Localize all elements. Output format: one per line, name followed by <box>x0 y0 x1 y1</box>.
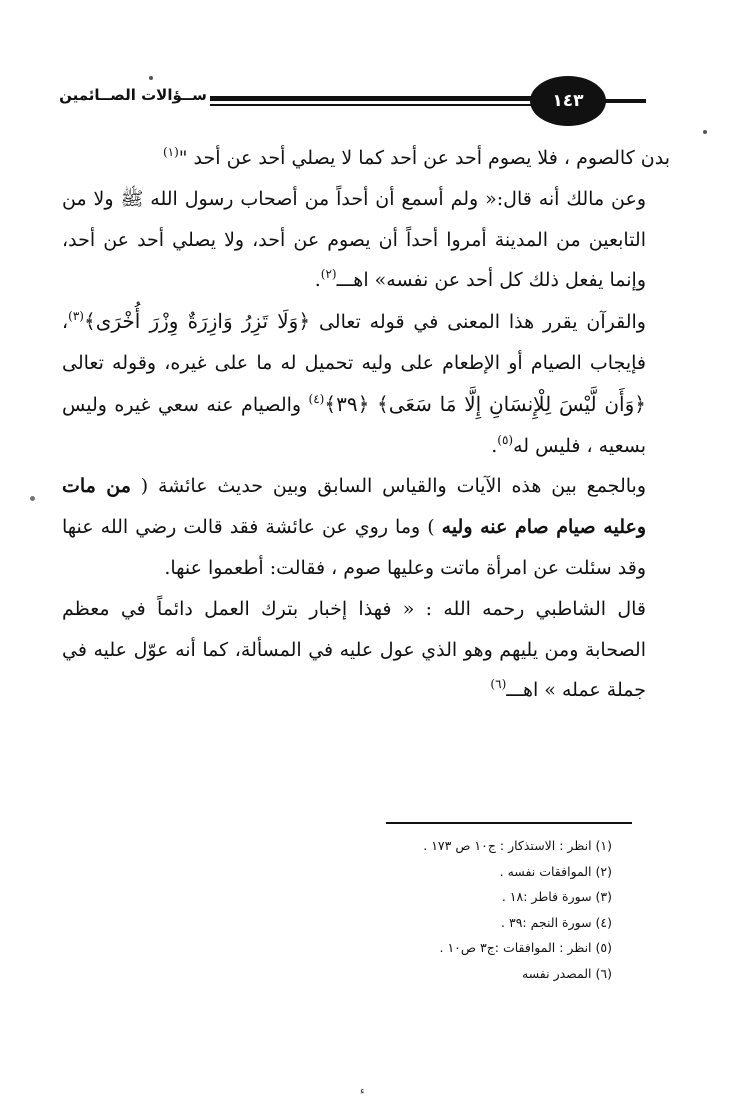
paragraph-5: قال الشاطبي رحمه الله : « فهذا إخبار بترك العمل دائماً في معظم الصحابة ومن يليهم وهو الذي عول عليه في المسألة، كما أنه عوّل عليه في جملة عمله » اهـــ$^{(٦)}$ <box>62 597 646 702</box>
footnote-6: (٦) المصدر نفسه <box>521 965 612 981</box>
footnote-2: (٢) الموافقات نفسه . <box>499 863 612 879</box>
page-number-badge <box>530 76 606 126</box>
running-title: ســؤالات الصــائمين <box>59 86 207 104</box>
header-rule-thick <box>210 96 535 101</box>
footnote-5: (٥) انظر : الموافقات :ج٣ ص١٠ . <box>439 940 612 956</box>
paragraph-2: وعن مالك أنه قال:« ولم أسمع أن أحداً من أصحاب رسول الله ﷺ ولا من التابعين من المدينة أمروا أحداً أن يصوم عن أحد، ولا يصلي أحد عن أحد، وإنما يفعل ذلك كل أحد عن نفسه» اهـــ$^{(٢)}$. <box>62 187 646 292</box>
footnotes <box>300 833 612 987</box>
header-rule-thin <box>210 104 535 106</box>
page-number: ١٤٣ <box>552 91 584 111</box>
speck-dot <box>703 130 707 134</box>
footnote-4: (٤) سورة النجم :٣٩ . <box>501 914 612 930</box>
footnote-ref: (٦) <box>490 677 507 692</box>
page-header <box>0 0 732 140</box>
quran-verse: ﴿وَأَن لَّيْسَ لِلْإِنسَانِ إِلَّا مَا سَعَى﴾ ﴿٣٩﴾ <box>324 391 646 416</box>
header-rule-right <box>600 99 646 103</box>
footnote-ref: (٤) <box>308 391 325 406</box>
footnote-separator <box>386 822 632 824</box>
footnote-ref: (٣) <box>68 309 84 324</box>
footnote-3: (٣) سورة فاطر :١٨ . <box>501 889 612 905</box>
paragraph-3: والقرآن يقرر هذا المعنى في قوله تعالى ﴿وَلَا تَزِرُ وَازِرَةٌ وِزْرَ أُخْرَى﴾$^{(٣)}$، فإيجاب الصيام أو الإطعام على وليه تحميل له ما على غيره، وقوله تعالى ﴿وَأَن لَّيْسَ لِلْإِنسَانِ إِلَّا مَا سَعَى﴾ ﴿٣٩﴾$^{(٤)}$ والصيام عنه سعي غيره وليس بسعيه ، فليس له$^{(٥)}$. <box>62 309 646 457</box>
quran-verse: ﴿وَلَا تَزِرُ وَازِرَةٌ وِزْرَ أُخْرَى﴾ <box>83 309 311 334</box>
speck-dot <box>30 496 35 501</box>
speck-dot <box>149 76 153 80</box>
paragraph-4: وبالجمع بين هذه الآيات والقياس السابق وبين حديث عائشة ( من مات وعليه صيام صام عنه وليه ) وما روي عن عائشة فقد قالت رضي الله عنها وقد سئلت عن امرأة ماتت وعليها صوم ، فقالت: أطعموا عنها. <box>62 475 646 579</box>
footnote-ref: (٥) <box>497 432 514 447</box>
footnote-ref: (١) <box>162 145 179 159</box>
main-text <box>62 138 670 711</box>
paragraph-1: بدن كالصوم ، فلا يصوم أحد عن أحد كما لا يصلي أحد عن أحد "$^{(١)}$ <box>162 145 670 169</box>
hadith-text: من مات وعليه صيام صام عنه وليه <box>62 475 646 539</box>
bottom-mark: ء <box>360 1086 365 1097</box>
footnote-ref: (٢) <box>320 267 337 282</box>
footnote-1: (١) انظر : الاستذكار : ج١٠ ص ١٧٣ . <box>423 838 612 853</box>
